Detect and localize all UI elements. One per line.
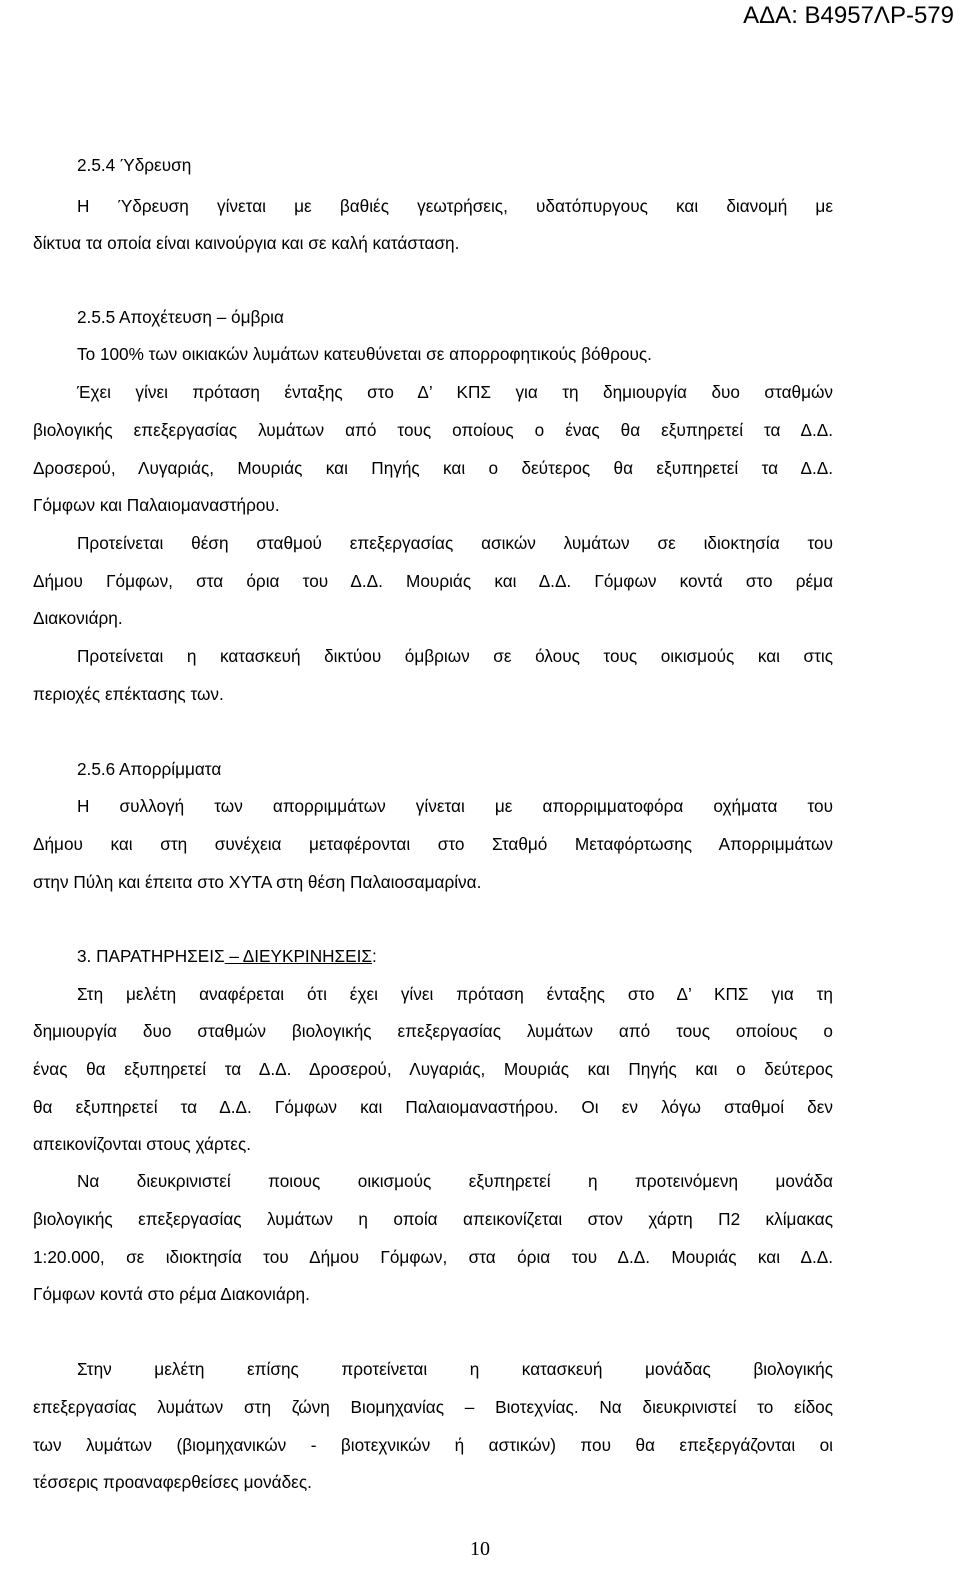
text-line: τέσσερις προαναφερθείσες μονάδες.	[33, 1472, 312, 1492]
text-line: βιολογικής επεξεργασίας λυμάτων από τους οποίους ο ένας θα εξυπηρετεί τα Δ.Δ.	[33, 420, 833, 440]
text-line: των λυμάτων (βιομηχανικών - βιοτεχνικών ή αστικών) που θα επεξεργάζονται οι	[33, 1435, 833, 1455]
text-line: Δήμου και στη συνέχεια μεταφέρονται στο Σταθμό Μεταφόρτωσης Απορριμμάτων	[33, 834, 833, 854]
section-heading-waste: 2.5.6 Απορρίμματα	[77, 759, 222, 779]
text-line: Η συλλογή των απορριμμάτων γίνεται με απορριμματοφόρα οχήματα του	[77, 796, 833, 816]
ada-code: ΑΔΑ: Β4957ΛΡ-579	[743, 2, 954, 29]
text-line: Δροσερού, Λυγαριάς, Μουριάς και Πηγής και ο δεύτερος θα εξυπηρετεί τα Δ.Δ.	[33, 458, 833, 478]
text-line: Διακονιάρη.	[33, 608, 123, 628]
text-line: στην Πύλη και έπειτα στο ΧΥΤΑ στη θέση Παλαιοσαμαρίνα.	[33, 872, 482, 892]
text-line: επεξεργασίας λυμάτων στη ζώνη Βιομηχανίας – Βιοτεχνίας. Να διευκρινιστεί το είδος	[33, 1397, 833, 1417]
remarks-heading-suffix: :	[372, 946, 377, 966]
text-line: περιοχές επέκτασης των.	[33, 684, 224, 704]
text-line: δημιουργία δυο σταθμών βιολογικής επεξεργασίας λυμάτων από τους οποίους ο	[33, 1021, 833, 1041]
text-line: ένας θα εξυπηρετεί τα Δ.Δ. Δροσερού, Λυγαριάς, Μουριάς και Πηγής και ο δεύτερος	[33, 1059, 833, 1079]
text-line: βιολογικής επεξεργασίας λυμάτων η οποία απεικονίζεται στον χάρτη Π2 κλίμακας	[33, 1209, 833, 1229]
text-line: Προτείνεται η κατασκευή δικτύου όμβριων σε όλους τους οικισμούς και στις	[77, 646, 833, 666]
page-number: 10	[470, 1538, 490, 1560]
text-line: θα εξυπηρετεί τα Δ.Δ. Γόμφων και Παλαιομαναστήρου. Οι εν λόγω σταθμοί δεν	[33, 1097, 833, 1117]
section-heading-remarks	[77, 945, 377, 967]
text-line: Προτείνεται θέση σταθμού επεξεργασίας ασικών λυμάτων σε ιδιοκτησία του	[77, 533, 833, 553]
text-line: Στην μελέτη επίσης προτείνεται η κατασκευή μονάδας βιολογικής	[77, 1359, 833, 1379]
text-line: Έχει γίνει πρόταση ένταξης στο Δ’ ΚΠΣ για τη δημιουργία δυο σταθμών	[77, 382, 833, 402]
text-line: Γόμφων και Παλαιομαναστήρου.	[33, 495, 280, 515]
remarks-heading-prefix: 3. ΠΑΡΑΤΗΡΗΣΕΙΣ	[77, 946, 225, 966]
text-line: Στη μελέτη αναφέρεται ότι έχει γίνει πρόταση ένταξης στο Δ’ ΚΠΣ για τη	[77, 984, 833, 1004]
remarks-heading-underlined: – ΔΙΕΥΚΡΙΝΗΣΕΙΣ	[224, 946, 373, 966]
text-line: Δήμου Γόμφων, στα όρια του Δ.Δ. Μουριάς και Δ.Δ. Γόμφων κοντά στο ρέμα	[33, 571, 833, 591]
text-line: Γόμφων κοντά στο ρέμα Διακονιάρη.	[33, 1284, 310, 1304]
text-line: 1:20.000, σε ιδιοκτησία του Δήμου Γόμφων, στα όρια του Δ.Δ. Μουριάς και Δ.Δ.	[33, 1247, 833, 1267]
section-heading-sewage: 2.5.5 Αποχέτευση – όμβρια	[77, 307, 284, 327]
section-heading-water: 2.5.4 Ύδρευση	[77, 155, 192, 175]
text-line: δίκτυα τα οποία είναι καινούργια και σε καλή κατάσταση.	[33, 233, 460, 253]
text-line: Η Ύδρευση γίνεται με βαθιές γεωτρήσεις, υδατόπυργους και διανομή με	[77, 196, 833, 216]
text-line: απεικονίζονται στους χάρτες.	[33, 1134, 251, 1154]
text-line: Το 100% των οικιακών λυμάτων κατευθύνεται σε απορροφητικούς βόθρους.	[77, 344, 652, 364]
text-line: Να διευκρινιστεί ποιους οικισμούς εξυπηρετεί η προτεινόμενη μονάδα	[77, 1171, 833, 1191]
